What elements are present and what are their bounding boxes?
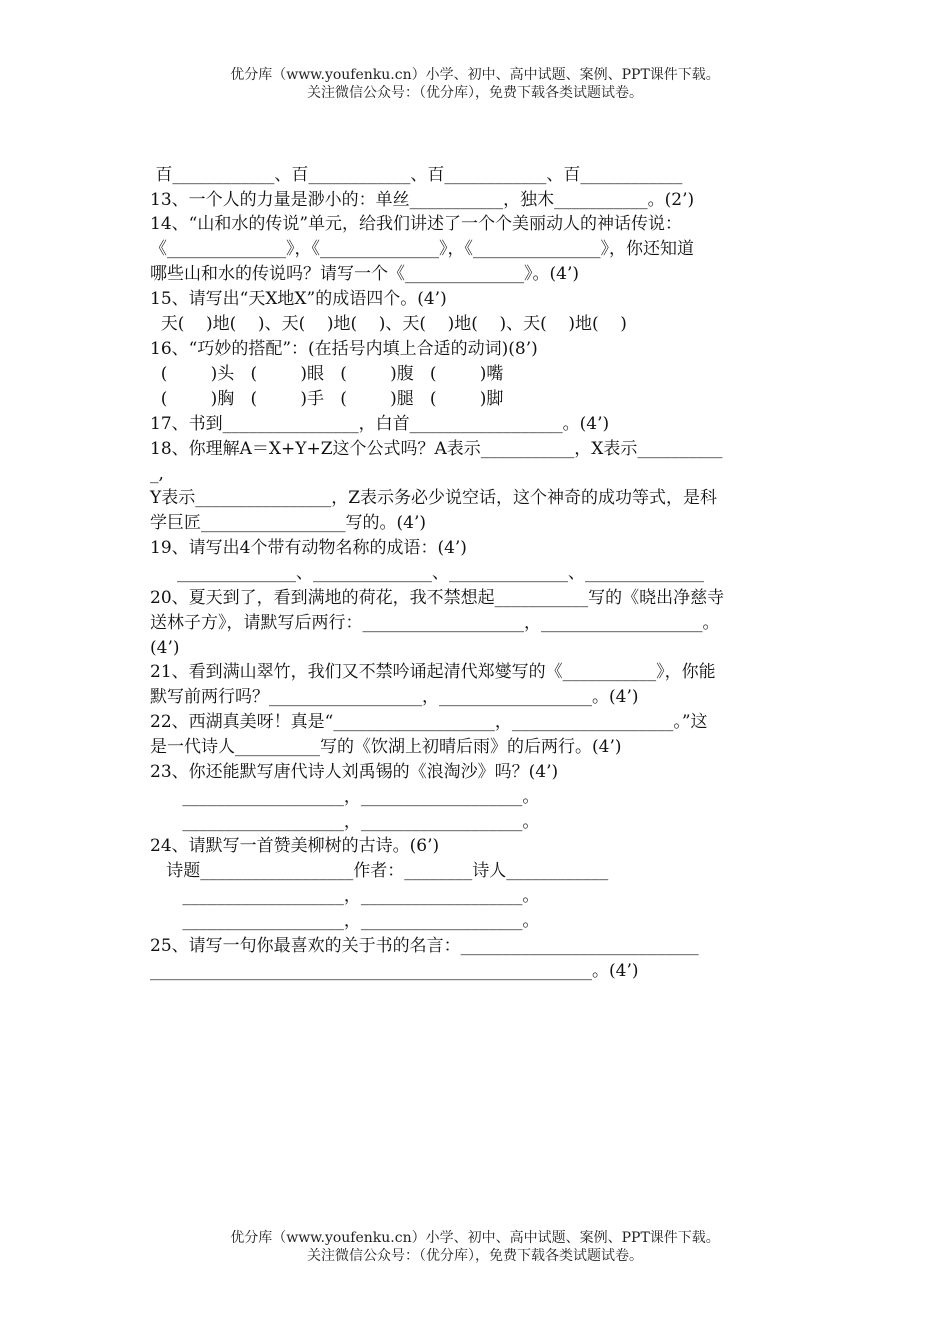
question-line: 25、请写一句你最喜欢的关于书的名言：____________________________ <box>150 936 699 956</box>
question-line: ______________、______________、______________、______________ <box>150 563 705 583</box>
question-line: 18、你理解A＝X+Y+Z这个公式吗？A表示___________，X表示__________ <box>150 439 723 459</box>
question-line: 学巨匠_________________写的。(4’) <box>150 513 426 533</box>
question-line: 天( )地( )、天( )地( )、天( )地( )、天( )地( ) <box>150 314 627 334</box>
question-line: 24、请默写一首赞美柳树的古诗。(6’) <box>150 836 440 856</box>
question-line: Y表示________________，Z表示务必少说空话，这个神奇的成功等式，是科 <box>150 488 718 508</box>
question-line: 15、请写出“天X地X”的成语四个。(4’) <box>150 289 447 309</box>
footer-line-2: 关注微信公众号：（优分库），免费下载各类试题试卷。 <box>307 1248 643 1264</box>
question-line: (4’) <box>150 638 180 658</box>
question-line: 是一代诗人__________写的《饮湖上初晴后雨》的后两行。(4’) <box>150 737 622 757</box>
question-line: 20、夏天到了，看到满地的荷花，我不禁想起___________写的《晓出净慈寺 <box>150 588 725 608</box>
question-line: ___________________，___________________。 <box>150 812 540 832</box>
header-line-2: 关注微信公众号：（优分库），免费下载各类试题试卷。 <box>307 85 643 101</box>
question-line: ( )头 ( )眼 ( )腹 ( )嘴 <box>150 364 504 384</box>
question-line: 23、你还能默写唐代诗人刘禹锡的《浪淘沙》吗？(4’) <box>150 762 559 782</box>
question-line: 诗题__________________作者：________诗人____________ <box>150 861 609 881</box>
question-line: 13、一个人的力量是渺小的：单丝___________，独木___________。(2’) <box>150 190 695 210</box>
question-line: ( )胸 ( )手 ( )腿 ( )脚 <box>150 389 504 409</box>
question-line: 哪些山和水的传说吗？请写一个《______________》。(4’) <box>150 264 579 284</box>
question-line: 17、书到________________，白首__________________。(4’) <box>150 414 610 434</box>
question-line: 22、西湖真美呀！真是“___________________，___________________。”这 <box>150 712 708 732</box>
question-line: 百____________、百____________、百____________、百____________ <box>150 165 683 185</box>
question-line: 送林子方》，请默写后两行：___________________，___________________。 <box>150 613 720 633</box>
question-line: 默写前两行吗？__________________，__________________。(4’) <box>150 687 639 707</box>
question-line: 19、请写出4个带有动物名称的成语：(4’) <box>150 538 467 558</box>
header-line-1: 优分库（www.youfenku.cn）小学、初中、高中试题、案例、PPT课件下载。 <box>230 67 720 83</box>
question-line: _, <box>150 464 164 484</box>
question-line: ____________________________________________________。(4’) <box>150 961 639 981</box>
question-line: 《______________》，《______________》，《_______________》，你还知道 <box>150 239 694 259</box>
question-line: 14、“山和水的传说”单元，给我们讲述了一个个美丽动人的神话传说： <box>150 214 683 234</box>
question-line: ___________________，___________________。 <box>150 911 540 931</box>
question-line: ___________________，___________________。 <box>150 787 540 807</box>
page-header <box>0 66 950 102</box>
footer-line-1: 优分库（www.youfenku.cn）小学、初中、高中试题、案例、PPT课件下载。 <box>230 1230 720 1246</box>
question-line: 21、看到满山翠竹，我们又不禁吟诵起清代郑燮写的《___________》，你能 <box>150 662 716 682</box>
question-line: 16、“巧妙的搭配”：(在括号内填上合适的动词)(8’) <box>150 339 538 359</box>
page-footer <box>0 1229 950 1265</box>
question-line: ___________________，___________________。 <box>150 886 540 906</box>
